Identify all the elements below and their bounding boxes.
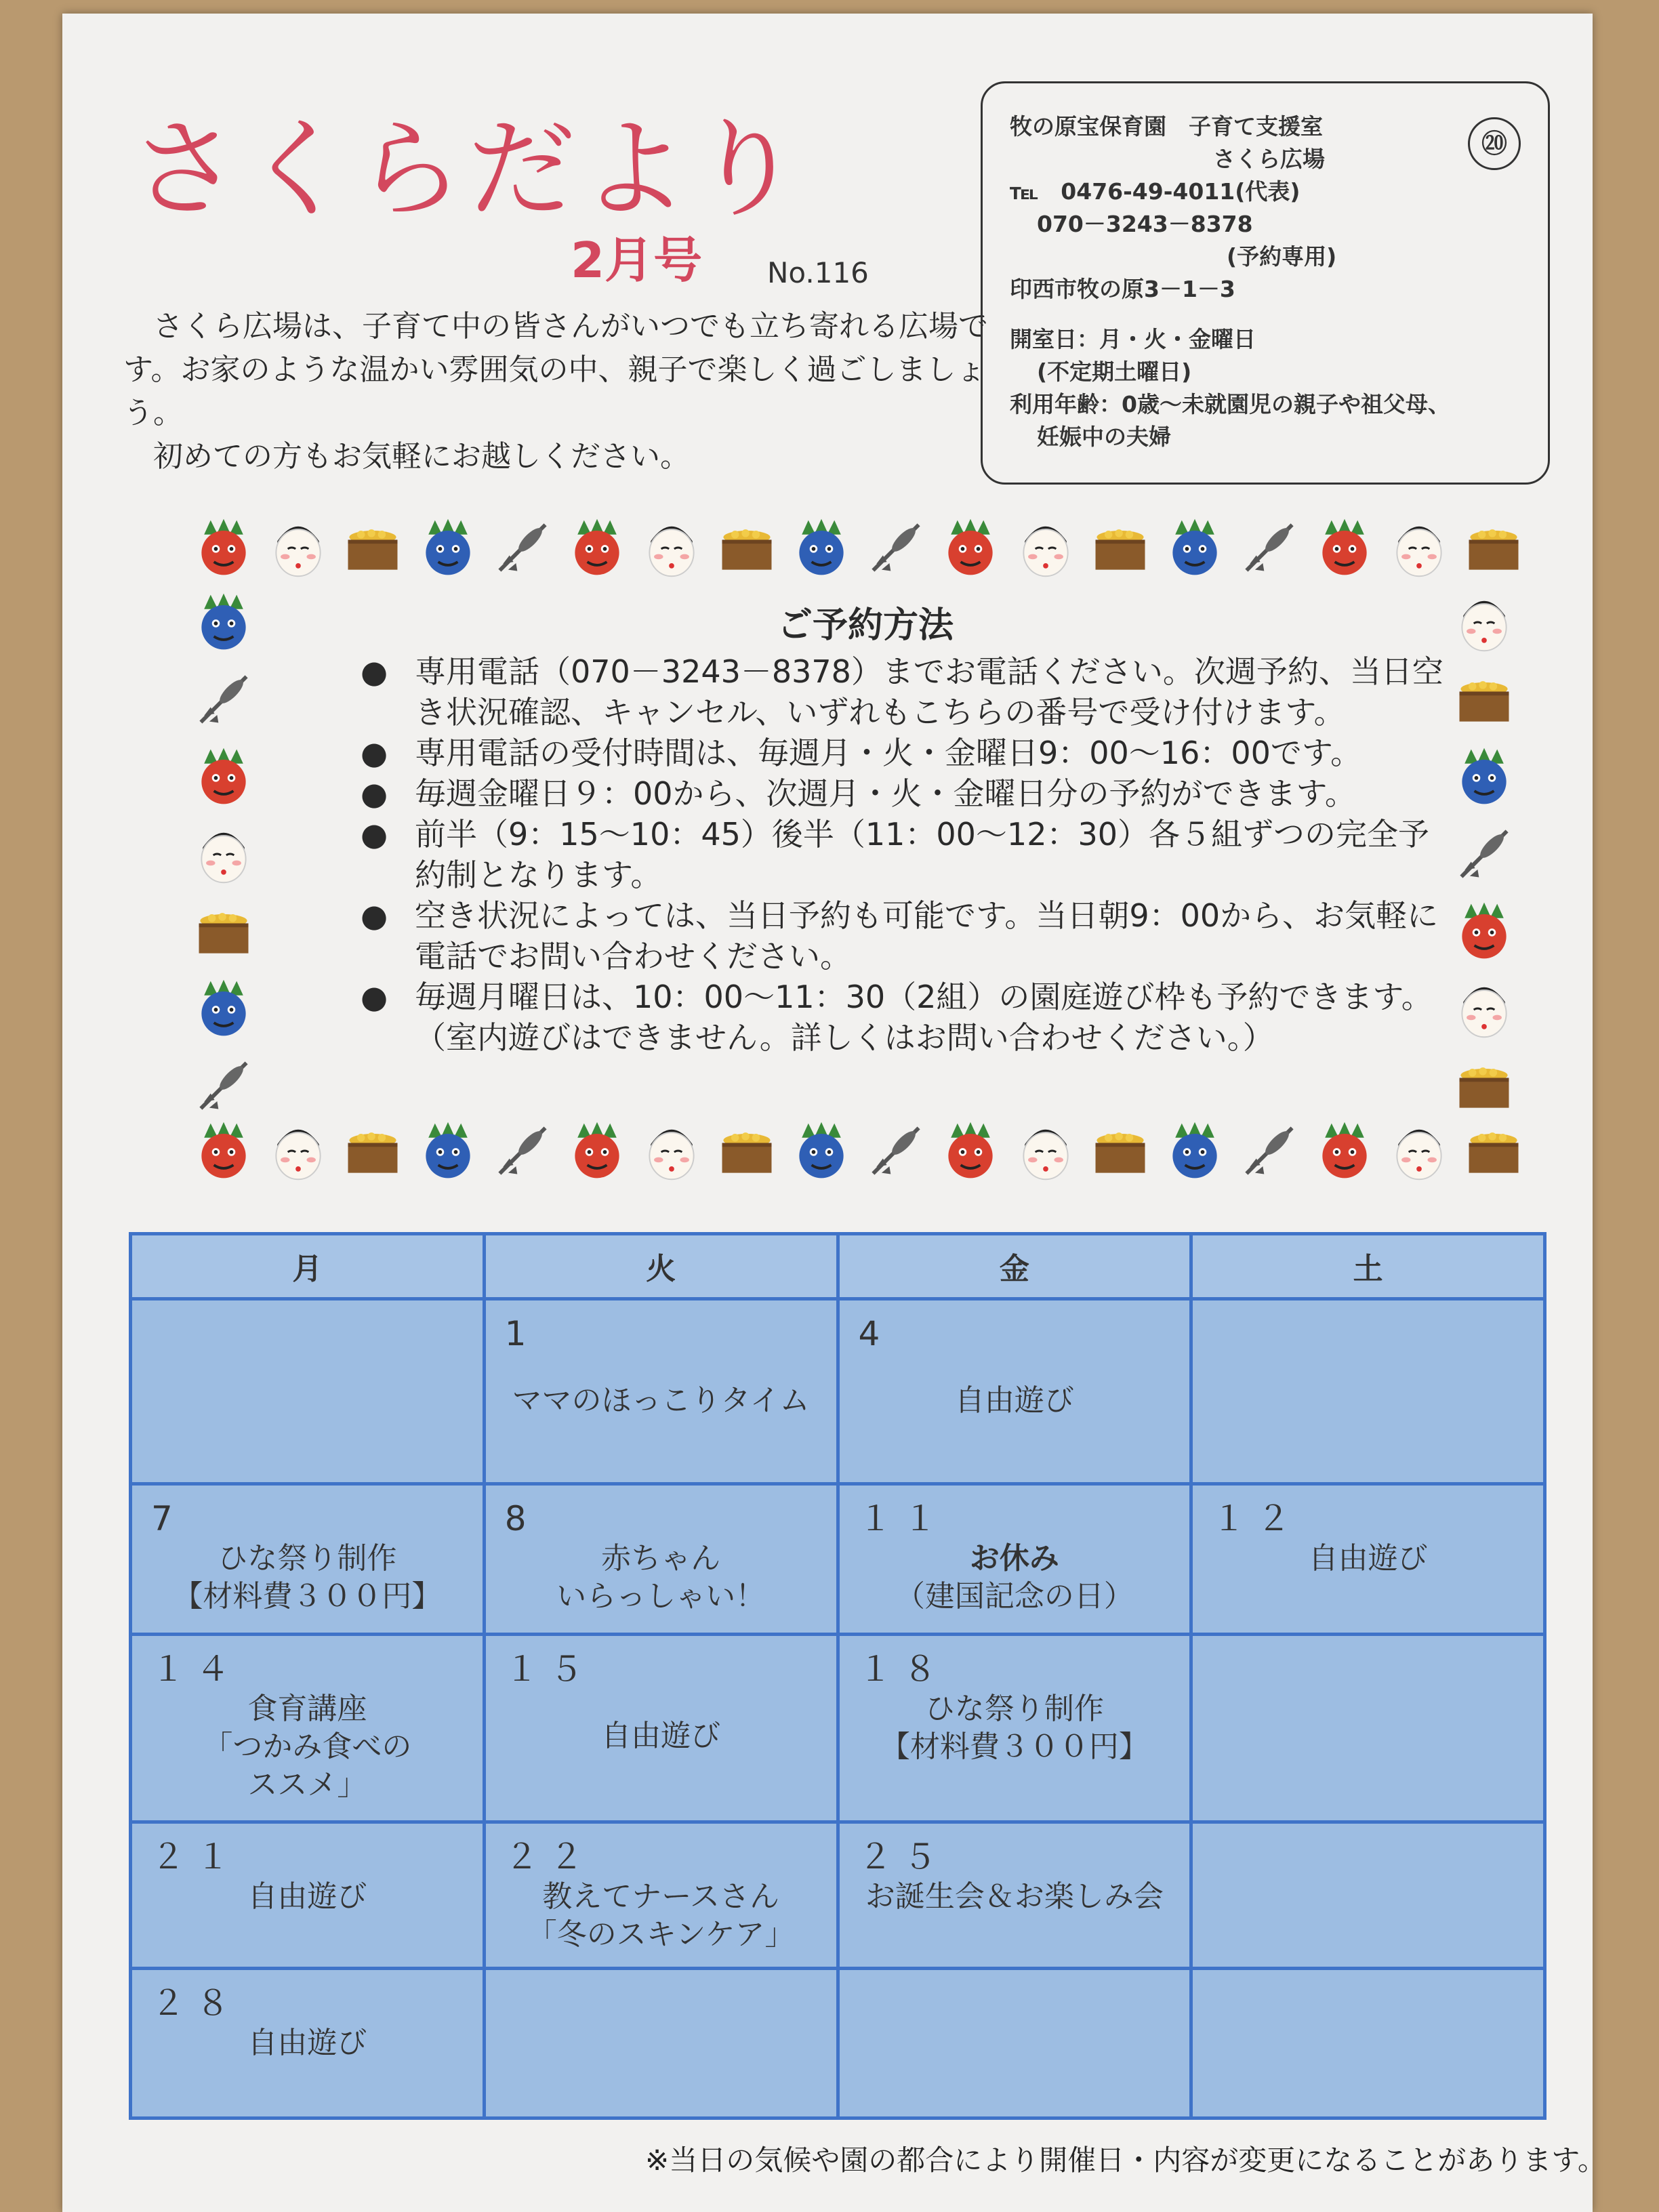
bean-box-icon bbox=[191, 899, 266, 964]
day-number: １５ bbox=[504, 1649, 594, 1689]
day-number: ２５ bbox=[858, 1837, 948, 1877]
tel-main: ℡ 0476-49-4011(代表) bbox=[1010, 178, 1300, 205]
sardine-holly-icon bbox=[863, 515, 928, 590]
otafuku-icon bbox=[1387, 515, 1452, 590]
blue-oni-icon bbox=[1452, 744, 1526, 809]
deco-border-bottom bbox=[191, 1118, 1526, 1193]
deco-border-left bbox=[191, 590, 266, 1118]
red-oni-icon bbox=[938, 1118, 1003, 1193]
schedule-calendar bbox=[129, 1232, 1547, 2120]
blue-oni-icon bbox=[789, 515, 854, 590]
event-text: 【材料費３００円】 bbox=[880, 1729, 1149, 1764]
event-text: 【材料費３００円】 bbox=[173, 1579, 442, 1614]
tel-reservation-note: (予約専用) bbox=[1227, 243, 1337, 270]
otafuku-icon bbox=[266, 1118, 331, 1193]
event-text: お誕生会＆お楽しみ会 bbox=[865, 1879, 1164, 1914]
otafuku-icon bbox=[1387, 1118, 1452, 1193]
day-number: １１ bbox=[858, 1499, 948, 1539]
otafuku-icon bbox=[1013, 515, 1078, 590]
sardine-holly-icon bbox=[1237, 1118, 1302, 1193]
sardine-holly-icon bbox=[1452, 821, 1526, 886]
issue-month: 2月号 bbox=[571, 232, 703, 289]
open-days-note: (不定期土曜日) bbox=[1037, 359, 1192, 385]
otafuku-icon bbox=[266, 515, 331, 590]
event-text: 自由遊び bbox=[954, 1382, 1074, 1418]
calendar-cell bbox=[484, 1484, 838, 1634]
bean-box-icon bbox=[340, 1118, 405, 1193]
sardine-holly-icon bbox=[1237, 515, 1302, 590]
otafuku-icon bbox=[639, 515, 704, 590]
list-item-text: 毎週金曜日９：00から、次週月・火・金曜日分の予約ができます。 bbox=[415, 775, 1356, 812]
blue-oni-icon bbox=[191, 590, 266, 655]
red-oni-icon bbox=[1312, 515, 1377, 590]
red-oni-icon bbox=[565, 1118, 630, 1193]
column-header-mon: 月 bbox=[131, 1234, 485, 1299]
event-text: 自由遊び bbox=[601, 1718, 721, 1753]
calendar-cell-empty bbox=[131, 1298, 485, 1484]
day-number: ２１ bbox=[151, 1837, 241, 1877]
bean-box-icon bbox=[1461, 515, 1526, 590]
calendar-cell bbox=[484, 1822, 838, 1968]
bean-box-icon bbox=[714, 515, 779, 590]
sardine-holly-icon bbox=[863, 1118, 928, 1193]
bean-box-icon bbox=[1461, 1118, 1526, 1193]
address: 印西市牧の原3－1－3 bbox=[1010, 276, 1235, 302]
calendar-cell-empty bbox=[838, 1968, 1191, 2118]
calendar-cell-empty bbox=[1191, 1822, 1545, 1968]
list-item: ● 毎週金曜日９：00から、次週月・火・金曜日分の予約ができます。 bbox=[361, 775, 1356, 812]
intro-paragraph: 初めての方もお気軽にお越しください。 bbox=[153, 439, 690, 474]
day-number: １４ bbox=[151, 1649, 241, 1689]
event-text: ママのほっこりタイム bbox=[512, 1382, 810, 1418]
red-oni-icon bbox=[191, 1118, 256, 1193]
blue-oni-icon bbox=[415, 515, 480, 590]
deco-border-top bbox=[191, 515, 1526, 590]
bean-box-icon bbox=[1088, 1118, 1153, 1193]
otafuku-icon bbox=[1452, 590, 1526, 655]
list-item: ● 前半（9：15～10：45）後半（11：00～12：30）各５組ずつの完全予約制となります。 bbox=[361, 816, 1429, 893]
event-text: ひな祭り制作 bbox=[924, 1691, 1104, 1726]
sardine-holly-icon bbox=[191, 1053, 266, 1118]
calendar-cell bbox=[838, 1634, 1191, 1822]
contact-info-box bbox=[981, 81, 1550, 485]
red-oni-icon bbox=[191, 744, 266, 809]
calendar-cell bbox=[131, 1484, 485, 1634]
holiday-label: お休み bbox=[969, 1541, 1059, 1576]
reservation-section bbox=[286, 596, 1445, 1058]
column-header-tue: 火 bbox=[484, 1234, 838, 1299]
blue-oni-icon bbox=[191, 976, 266, 1041]
bean-box-icon bbox=[1452, 1053, 1526, 1118]
issue-badge: ⑳ bbox=[1468, 117, 1521, 170]
event-text: 自由遊び bbox=[247, 2025, 367, 2060]
bean-box-icon bbox=[714, 1118, 779, 1193]
facility-name: さくら広場 bbox=[1213, 146, 1325, 172]
calendar-cell bbox=[838, 1822, 1191, 1968]
reservation-heading: ご予約方法 bbox=[777, 605, 954, 646]
issue-number: No.116 bbox=[767, 256, 869, 289]
calendar-cell bbox=[484, 1298, 838, 1484]
event-text: 赤ちゃん bbox=[601, 1541, 721, 1576]
day-number: ２８ bbox=[151, 1983, 241, 2023]
event-text: 自由遊び bbox=[1308, 1541, 1428, 1576]
red-oni-icon bbox=[938, 515, 1003, 590]
event-text: 自由遊び bbox=[247, 1879, 367, 1914]
list-item: ● 専用電話の受付時間は、毎週月・火・金曜日9：00～16：00です。 bbox=[361, 735, 1362, 771]
bean-box-icon bbox=[1452, 667, 1526, 732]
calendar-cell bbox=[131, 1968, 485, 2118]
red-oni-icon bbox=[565, 515, 630, 590]
eligible-age-cont: 妊娠中の夫婦 bbox=[1037, 424, 1171, 450]
column-header-fri: 金 bbox=[838, 1234, 1191, 1299]
list-item-text: 専用電話（070－3243－8378）までお電話ください。次週予約、当日空き状況確認、キャンセル、いずれもこちらの番号で受け付けます。 bbox=[415, 653, 1443, 731]
org-name: 牧の原宝保育園 子育て支援室 bbox=[1010, 113, 1323, 140]
open-days: 開室日：月・火・金曜日 bbox=[1010, 326, 1256, 352]
list-item-text: 空き状況によっては、当日予約も可能です。当日朝9：00から、お気軽に電話でお問い合わせください。 bbox=[415, 897, 1439, 975]
sardine-holly-icon bbox=[490, 1118, 555, 1193]
reservation-list bbox=[286, 651, 1445, 1058]
calendar-cell bbox=[838, 1484, 1191, 1634]
list-item: ● 毎週月曜日は、10：00～11：30（2組）の園庭遊び枠も予約できます。（室内遊びはできません。詳しくはお問い合わせください。） bbox=[361, 979, 1433, 1056]
reservation-frame bbox=[191, 515, 1526, 1193]
sardine-holly-icon bbox=[191, 667, 266, 732]
day-number: 1 bbox=[504, 1313, 537, 1353]
calendar-cell-empty bbox=[1191, 1298, 1545, 1484]
calendar-cell bbox=[1191, 1484, 1545, 1634]
red-oni-icon bbox=[191, 515, 256, 590]
otafuku-icon bbox=[191, 821, 266, 886]
day-number: １２ bbox=[1212, 1499, 1302, 1539]
list-item: ● 専用電話（070－3243－8378）までお電話ください。次週予約、当日空き状況確認、キャンセル、いずれもこちらの番号で受け付けます。 bbox=[361, 653, 1443, 731]
day-number: 4 bbox=[858, 1313, 891, 1353]
footnote: ※当日の気候や園の都合により開催日・内容が変更になることがあります。 bbox=[645, 2144, 1606, 2177]
intro-text bbox=[123, 305, 1031, 478]
red-oni-icon bbox=[1312, 1118, 1377, 1193]
calendar-cell-empty bbox=[484, 1968, 838, 2118]
sardine-holly-icon bbox=[490, 515, 555, 590]
day-number: １８ bbox=[858, 1649, 948, 1689]
bean-box-icon bbox=[1088, 515, 1153, 590]
calendar-cell-empty bbox=[1191, 1968, 1545, 2118]
tel-reservation: 070－3243－8378 bbox=[1037, 211, 1253, 237]
event-text: いらっしゃい！ bbox=[556, 1579, 766, 1614]
calendar-cell bbox=[131, 1822, 485, 1968]
otafuku-icon bbox=[1452, 976, 1526, 1041]
event-text: 教えてナースさん bbox=[542, 1879, 780, 1914]
blue-oni-icon bbox=[1162, 1118, 1227, 1193]
blue-oni-icon bbox=[415, 1118, 480, 1193]
event-text: ひな祭り制作 bbox=[218, 1541, 397, 1576]
day-number: 7 bbox=[151, 1499, 184, 1539]
list-item-text: 毎週月曜日は、10：00～11：30（2組）の園庭遊び枠も予約できます。（室内遊びはできません。詳しくはお問い合わせください。） bbox=[415, 979, 1433, 1056]
calendar-cell bbox=[484, 1634, 838, 1822]
red-oni-icon bbox=[1452, 899, 1526, 964]
bean-box-icon bbox=[340, 515, 405, 590]
event-text: 「つかみ食べの bbox=[203, 1729, 412, 1764]
list-item-text: 専用電話の受付時間は、毎週月・火・金曜日9：00～16：00です。 bbox=[415, 735, 1362, 771]
column-header-sat: 土 bbox=[1191, 1234, 1545, 1299]
eligible-age: 利用年齢：0歳～未就園児の親子や祖父母、 bbox=[1010, 391, 1450, 417]
intro-paragraph: さくら広場は、子育て中の皆さんがいつでも立ち寄れる広場です。お家のような温かい雰囲気の中、親子で楽しく過ごしましょう。 bbox=[123, 309, 988, 430]
day-number: ２２ bbox=[504, 1837, 594, 1877]
calendar-cell-empty bbox=[1191, 1634, 1545, 1822]
blue-oni-icon bbox=[1162, 515, 1227, 590]
calendar-cell bbox=[838, 1298, 1191, 1484]
calendar-cell bbox=[131, 1634, 485, 1822]
deco-border-right bbox=[1452, 590, 1526, 1118]
newsletter-title: さくらだより bbox=[130, 106, 806, 232]
list-item: ● 空き状況によっては、当日予約も可能です。当日朝9：00から、お気軽に電話でお問い合わせください。 bbox=[361, 897, 1439, 975]
event-text: （建国記念の日） bbox=[895, 1579, 1134, 1614]
event-text: 「冬のスキンケア」 bbox=[527, 1917, 795, 1952]
event-text: ススメ」 bbox=[247, 1767, 367, 1802]
day-number: 8 bbox=[504, 1499, 537, 1539]
blue-oni-icon bbox=[789, 1118, 854, 1193]
otafuku-icon bbox=[639, 1118, 704, 1193]
otafuku-icon bbox=[1013, 1118, 1078, 1193]
event-text: 食育講座 bbox=[247, 1691, 367, 1726]
list-item-text: 前半（9：15～10：45）後半（11：00～12：30）各５組ずつの完全予約制となります。 bbox=[415, 816, 1429, 893]
